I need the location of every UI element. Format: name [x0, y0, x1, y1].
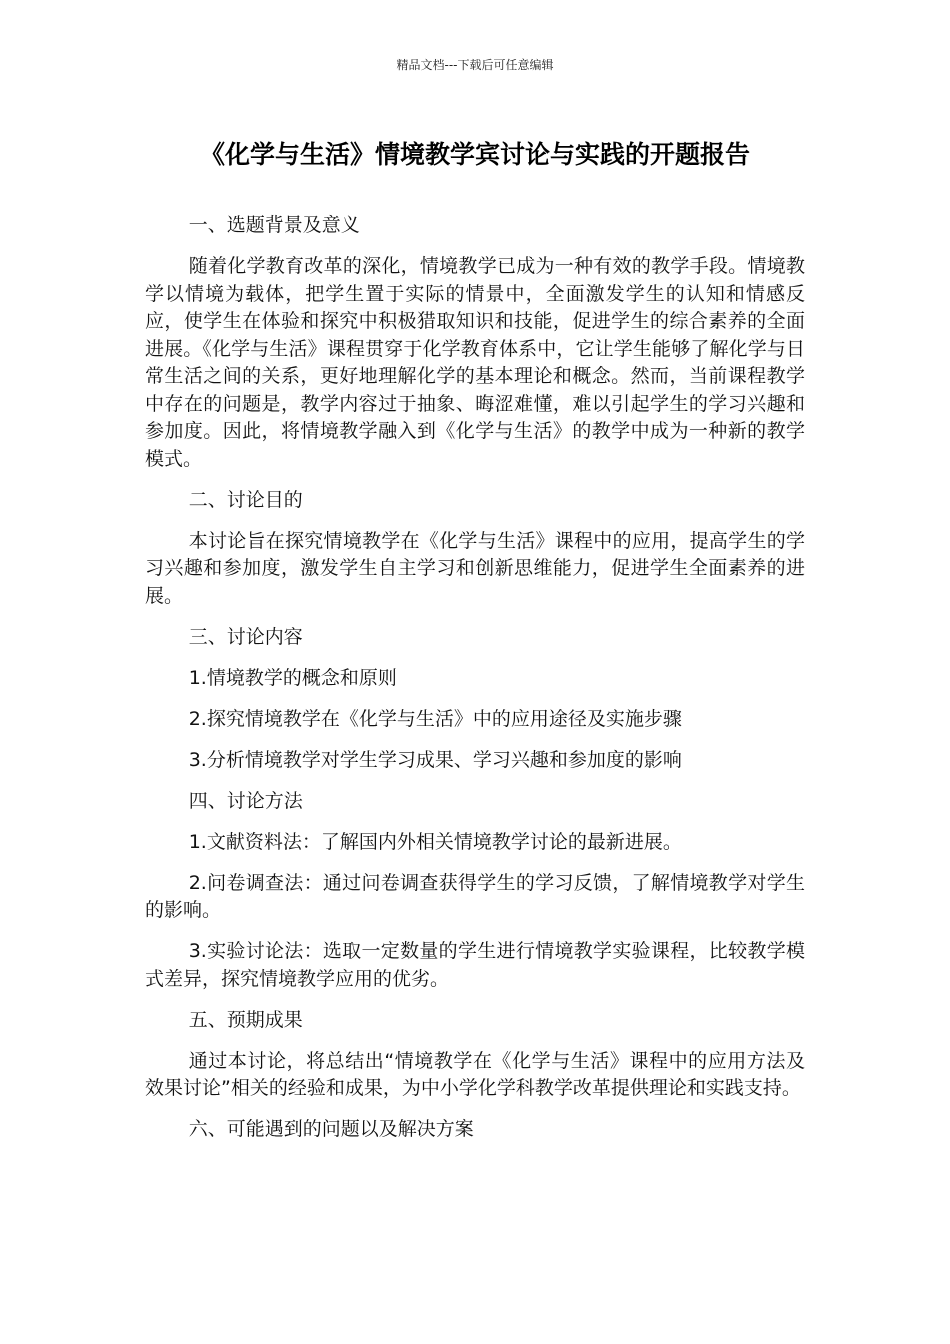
content-item: 2.探究情境教学在《化学与生活》中的应用途径及实施步骤	[188, 707, 682, 730]
section-heading-problems: 六、可能遇到的问题以及解决方案	[188, 1118, 474, 1140]
section-heading-content: 三、讨论内容	[188, 625, 303, 648]
section-heading-methods: 四、讨论方法	[188, 789, 303, 812]
content-item: 3.分析情境教学对学生学习成果、学习兴趣和参加度的影响	[188, 748, 682, 771]
paragraph-outcomes: 通过本讨论，将总结出“情境教学在《化学与生活》课程中的应用方法及效果讨论”相关的经验和成果，为中小学化学科教学改革提供理论和实践支持。	[145, 1049, 805, 1099]
paragraph-background: 随着化学教育改革的深化，情境教学已成为一种有效的教学手段。情境教学以情境为载体，把学生置于实际的情景中，全面激发学生的认知和情感反应，使学生在体验和探究中积极猎取知识和技能，促进学生的综合素养的全面进展。《化学与生活》课程贯穿于化学教育体系中，它让学生能够了解化学与日常生活之间的关系，更好地理解化学的基本理论和概念。然而，当前课程教学中存在的问题是，教学内容过于抽象、晦涩难懂，难以引起学生的学习兴趣和参加度。因此，将情境教学融入到《化学与生活》的教学中成为一种新的教学模式。	[145, 255, 805, 470]
section-heading-outcomes: 五、预期成果	[188, 1008, 303, 1031]
document-body	[145, 212, 805, 1157]
document-title: 《化学与生活》情境教学宾讨论与实践的开题报告	[199, 140, 750, 169]
section-heading-background: 一、选题背景及意义	[188, 214, 360, 236]
method-item: 2.问卷调查法：通过问卷调查获得学生的学习反馈，了解情境教学对学生的影响。	[145, 871, 805, 921]
method-item: 3.实验讨论法：选取一定数量的学生进行情境教学实验课程，比较教学模式差异，探究情境教学应用的优劣。	[145, 940, 805, 990]
paragraph-purpose: 本讨论旨在探究情境教学在《化学与生活》课程中的应用，提高学生的学习兴趣和参加度，激发学生自主学习和创新思维能力，促进学生全面素养的进展。	[145, 529, 805, 607]
section-heading-purpose: 二、讨论目的	[188, 488, 303, 511]
content-item: 1.情境教学的概念和原则	[188, 666, 397, 689]
method-item: 1.文献资料法：了解国内外相关情境教学讨论的最新进展。	[188, 830, 682, 853]
header-note: 精品文档---下载后可任意编辑	[396, 58, 554, 72]
